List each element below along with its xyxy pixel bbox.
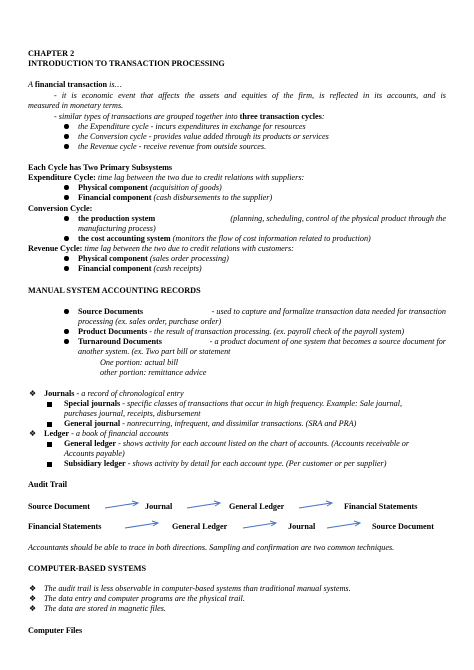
turnaround-portion-1: One portion: actual bill <box>100 358 179 367</box>
conv-production-cont: manufacturing process) <box>78 224 156 233</box>
subsystems-heading: Each Cycle has Two Primary Subsystems <box>28 163 173 172</box>
journals-line: Journals - a record of chronological entry <box>44 389 184 398</box>
conv-cost: the cost accounting system (monitors the flow of cost information related to production) <box>78 234 371 243</box>
cycle-revenue: the Revenue cycle - receive revenue from outside sources. <box>78 142 267 151</box>
general-ledger-cont: Accounts payable) <box>64 449 125 458</box>
bullet-icon <box>64 124 69 129</box>
cbs-heading: COMPUTER-BASED SYSTEMS <box>28 564 147 573</box>
trail-arrow-icon <box>186 499 222 511</box>
definition-text-1: - it is economic event that affects the assets and equities of the firm, is reflected in its accounts, and is <box>54 91 446 100</box>
subsidiary-ledger: Subsidiary ledger - shows activity by detail for each account type. (Per customer or per supplier) <box>64 459 387 468</box>
trail-arrow-icon <box>104 499 140 511</box>
definition-term: financial transaction <box>34 80 108 89</box>
square-bullet-icon <box>47 462 52 467</box>
audit-trail-heading: Audit Trail <box>28 480 68 489</box>
trail-row2-financial-statements: Financial Statements <box>28 522 102 531</box>
trail-row1-source-document: Source Document <box>28 502 90 511</box>
conversion-label: Conversion Cycle: <box>28 204 93 213</box>
general-journal: General journal - nonrecurring, infrequent, and dissimilar transactions. (SRA and PRA) <box>64 419 357 428</box>
diamond-bullet-icon: ❖ <box>29 584 37 593</box>
cbs-item-3: The data are stored in magnetic files. <box>44 604 166 613</box>
audit-trail-note: Accountants should be able to trace in both directions. Sampling and confirmation are two common techniques. <box>28 543 395 552</box>
source-documents: Source Documents - used to capture and formalize transaction data needed for transaction <box>78 307 446 316</box>
trail-row2-general-ledger: General Ledger <box>172 522 228 531</box>
definition-line: A financial transaction is… <box>28 80 122 89</box>
exp-financial: Financial component (cash disbursements to the supplier) <box>78 193 273 202</box>
chapter-title: INTRODUCTION TO TRANSACTION PROCESSING <box>28 59 225 68</box>
cycle-conversion: the Conversion cycle - provides value added through its products or services <box>78 132 329 141</box>
revenue-line: Revenue Cycle: time lag between the two due to credit relations with customers: <box>28 244 294 253</box>
square-bullet-icon <box>47 422 52 427</box>
bullet-icon <box>64 134 69 139</box>
cbs-item-2: The data entry and computer programs are the physical trail. <box>44 594 245 603</box>
bullet-icon <box>64 266 69 271</box>
expenditure-line: Expenditure Cycle: time lag between the two due to credit relations with suppliers: <box>28 173 305 182</box>
diamond-bullet-icon: ❖ <box>29 389 37 398</box>
trail-arrow-icon <box>326 519 362 531</box>
product-documents: Product Documents - the result of transaction processing. (ex. payroll check of the payroll system) <box>78 327 405 336</box>
bullet-icon <box>64 329 69 334</box>
cbs-item-1: The audit trail is less observable in computer-based systems than traditional manual systems. <box>44 584 351 593</box>
bullet-icon <box>64 339 69 344</box>
trail-row1-financial-statements: Financial Statements <box>344 502 418 511</box>
exp-physical: Physical component (acquisition of goods) <box>78 183 222 192</box>
rev-physical: Physical component (sales order processing) <box>78 254 229 263</box>
square-bullet-icon <box>47 442 52 447</box>
bullet-icon <box>64 185 69 190</box>
bullet-icon <box>64 309 69 314</box>
trail-arrow-icon <box>242 519 278 531</box>
bullet-icon <box>64 144 69 149</box>
source-documents-cont: processing (ex. sales order, purchase order) <box>78 317 222 326</box>
trail-row1-journal: Journal <box>145 502 173 511</box>
trail-row2-journal: Journal <box>288 522 316 531</box>
trail-arrow-icon <box>124 519 160 531</box>
general-ledger: General ledger - shows activity for each account listed on the chart of accounts. (Accounts receivable or <box>64 439 410 448</box>
turnaround-cont: another system. (ex. Two part bill or statement <box>78 347 231 356</box>
diamond-bullet-icon: ❖ <box>29 594 37 603</box>
diamond-bullet-icon: ❖ <box>29 604 37 613</box>
bullet-icon <box>64 195 69 200</box>
square-bullet-icon <box>47 402 52 407</box>
conv-production: the production system (planning, scheduling, control of the physical product through the <box>78 214 446 223</box>
bullet-icon <box>64 236 69 241</box>
bullet-icon <box>64 216 69 221</box>
special-journals-cont: purchases journal, receipts, disbursement <box>64 409 201 418</box>
turnaround-documents: Turnaround Documents - a product document of one system that becomes a source document for <box>78 337 446 346</box>
definition-text-2: measured in monetary terms. <box>28 101 124 110</box>
ledger-line: Ledger - a book of financial accounts <box>44 429 169 438</box>
computer-files-heading: Computer Files <box>28 626 83 635</box>
chapter-number: CHAPTER 2 <box>28 49 75 58</box>
diamond-bullet-icon: ❖ <box>29 429 37 438</box>
cycles-intro: - similar types of transactions are grouped together into three transaction cycles: <box>54 112 325 121</box>
cycle-expenditure: the Expenditure cycle - incurs expenditures in exchange for resources <box>78 122 306 131</box>
trail-row2-source-document: Source Document <box>372 522 434 531</box>
special-journals: Special journals - specific classes of transactions that occur in high frequency. Example: Sale journal, <box>64 399 403 408</box>
trail-row1-general-ledger: General Ledger <box>229 502 285 511</box>
trail-arrow-icon <box>298 499 334 511</box>
rev-financial: Financial component (cash receipts) <box>78 264 202 273</box>
turnaround-portion-2: other portion: remittance advice <box>100 368 207 377</box>
bullet-icon <box>64 256 69 261</box>
manual-heading: MANUAL SYSTEM ACCOUNTING RECORDS <box>28 286 201 295</box>
